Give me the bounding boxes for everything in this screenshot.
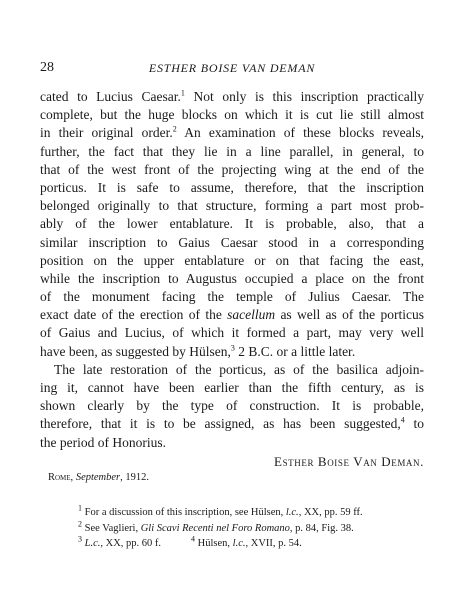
footnote-ref: 2 <box>172 124 177 134</box>
footnote-ref: 3 <box>230 343 235 353</box>
text-line: shown clearly by the type of construction. It is probable, <box>40 398 424 414</box>
author-signature: Esther Boise Van Deman. <box>274 454 424 469</box>
text-line: porticus. It is safe to assume, therefore, that the inscription <box>40 179 424 195</box>
text-line: that of the west front of the projecting wing at the end of the <box>40 161 424 177</box>
footnote-ref: 4 <box>400 415 405 425</box>
page-header <box>40 60 424 76</box>
text-line: position on the upper entablature or on that facing the east, <box>40 252 424 268</box>
text-line: The late restoration of the porticus, as of the basilica adjoin- <box>54 361 424 377</box>
text-line: further, the fact that they lie in a line parallel, in general, to <box>40 143 424 159</box>
text-line: therefore, that it is to be assigned, as has been suggested,$^4$ to <box>40 415 424 432</box>
text-line: the period of Honorius. <box>40 434 166 450</box>
signature-block <box>40 454 424 488</box>
text-line: have been, as suggested by Hülsen,$^3$ 2 B.C. or a little later. <box>40 343 356 359</box>
page-number: 28 <box>40 60 54 75</box>
footnote-ref: 1 <box>180 88 185 98</box>
text-line: exact date of the erection of the sacellum as well as of the porticus <box>40 307 424 323</box>
text-line: complete, but the huge blocks on which it is cut lie still almost <box>40 107 424 123</box>
text-line: belonged originally to that structure, forming a part most prob- <box>40 198 424 214</box>
footnote: $^1$ For a discussion of this inscription, see Hülsen, l.c., XX, pp. 59 ff. <box>78 503 363 518</box>
footnote: $^3$ L.c., XX, pp. 60 f. $^4$ Hülsen, l.c., XVII, p. 54. <box>78 534 302 549</box>
text-line: ing it, cannot have been earlier than the fifth century, as is <box>40 380 424 395</box>
running-head: ESTHER BOISE VAN DEMAN <box>148 61 316 75</box>
text-line: similar inscription to Gaius Caesar stood in a corresponding <box>40 234 424 250</box>
footnotes <box>78 505 424 552</box>
text-line: cated to Lucius Caesar.$^1$ Not only is this inscription practically <box>40 88 424 104</box>
italic-term: sacellum <box>227 307 276 323</box>
body-text <box>40 88 424 452</box>
text-line: of the monument facing the temple of Julius Caesar. The <box>40 289 424 305</box>
text-line: in their original order.$^2$ An examination of these blocks reveals, <box>40 124 424 141</box>
dateline: Rome, September, 1912. <box>48 472 150 483</box>
footnote: $^2$ See Vaglieri, Gli Scavi Recenti nel Foro Romano, p. 84, Fig. 38. <box>78 519 354 534</box>
text-line: ably of the lower entablature. It is probable, also, that a <box>40 216 424 232</box>
text-line: while the inscription to Augustus occupied a place on the front <box>40 270 424 286</box>
text-line: of Gaius and Lucius, of which it formed a part, may very well <box>40 325 424 341</box>
era-abbreviation: B.C. <box>248 343 274 359</box>
